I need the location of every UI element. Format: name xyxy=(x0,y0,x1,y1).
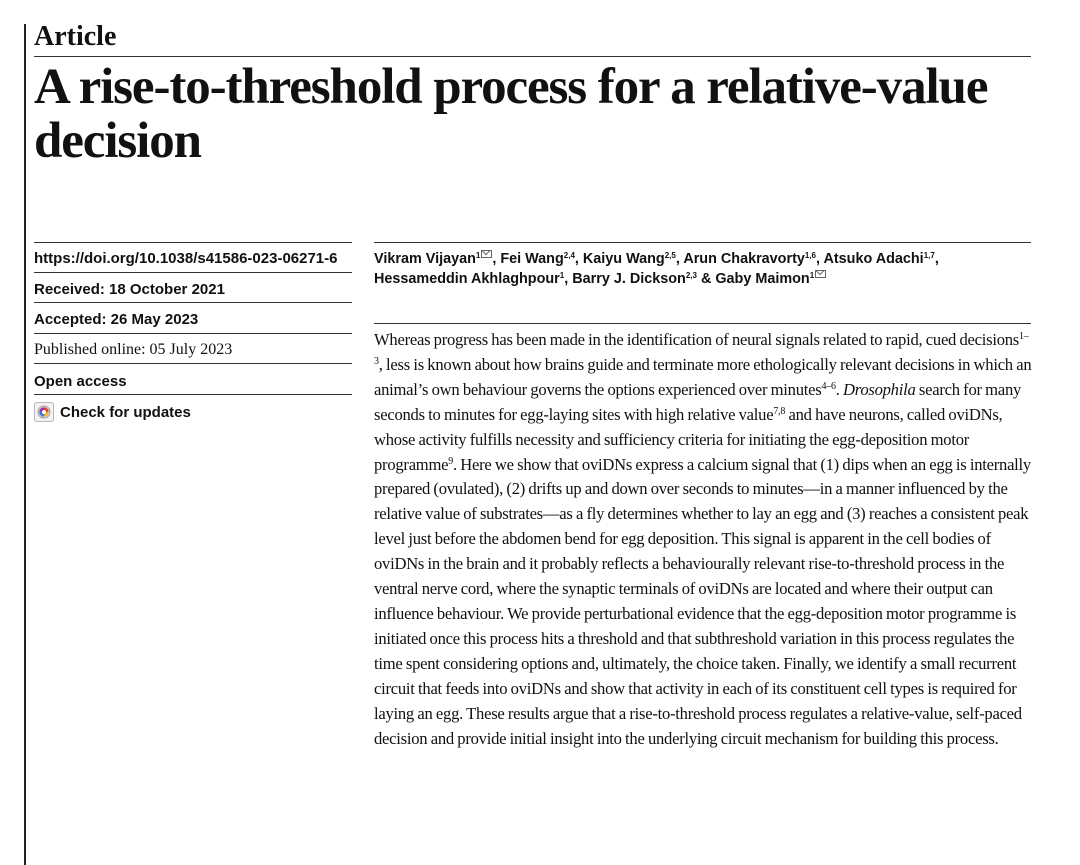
author-list xyxy=(374,249,1024,289)
affiliation-number: 2,3 xyxy=(685,271,697,280)
author-separator: , xyxy=(564,271,573,287)
affiliation-number: 1 xyxy=(559,271,565,280)
authors-divider xyxy=(374,242,1031,243)
species-name: Drosophila xyxy=(843,379,916,399)
citation-ref[interactable]: 1–3 xyxy=(374,331,1029,367)
published-date: Published online: 05 July 2023 xyxy=(34,341,233,358)
author-separator: , xyxy=(492,251,501,267)
affiliation-number: 1,7 xyxy=(923,251,935,260)
accepted-date: Accepted: 26 May 2023 xyxy=(34,311,199,328)
affiliation-number: 1 xyxy=(475,251,481,260)
meta-divider xyxy=(34,363,352,364)
author-name[interactable]: Barry J. Dickson xyxy=(572,271,686,287)
author-name[interactable]: Vikram Vijayan xyxy=(374,251,476,267)
citation-ref[interactable]: 9 xyxy=(448,455,453,467)
header-divider xyxy=(34,56,1031,57)
left-margin-rule xyxy=(24,24,26,865)
check-for-updates-button[interactable] xyxy=(34,402,191,422)
section-label: Article xyxy=(34,21,117,52)
author-separator: , xyxy=(934,251,939,267)
meta-divider xyxy=(34,302,352,303)
meta-divider xyxy=(34,272,352,273)
affiliation-number: 1 xyxy=(809,271,815,280)
author-separator: & xyxy=(696,271,716,287)
article-title: A rise-to-threshold process for a relative-value decision xyxy=(34,59,988,169)
meta-divider xyxy=(34,242,352,243)
check-updates-label: Check for updates xyxy=(60,403,191,421)
author-separator: , xyxy=(816,251,824,267)
email-icon[interactable] xyxy=(481,250,492,258)
author-name[interactable]: Gaby Maimon xyxy=(715,271,810,287)
author-name[interactable]: Arun Chakravorty xyxy=(683,251,805,267)
email-icon[interactable] xyxy=(815,270,826,278)
abstract-divider xyxy=(374,323,1031,324)
citation-ref[interactable]: 4–6 xyxy=(821,380,836,392)
check-updates-icon xyxy=(34,402,54,422)
affiliation-number: 1,6 xyxy=(804,251,816,260)
meta-divider xyxy=(34,333,352,334)
author-name[interactable]: Fei Wang xyxy=(500,251,564,267)
citation-ref[interactable]: 7,8 xyxy=(773,405,786,417)
author-name[interactable]: Atsuko Adachi xyxy=(823,251,924,267)
meta-divider xyxy=(34,394,352,395)
author-separator: , xyxy=(574,251,583,267)
affiliation-number: 2,5 xyxy=(664,251,676,260)
author-separator: , xyxy=(675,251,684,267)
author-name[interactable]: Kaiyu Wang xyxy=(582,251,665,267)
doi-link[interactable]: https://doi.org/10.1038/s41586-023-06271-6 xyxy=(34,250,338,267)
received-date: Received: 18 October 2021 xyxy=(34,281,225,298)
author-name[interactable]: Hessameddin Akhlaghpour xyxy=(374,271,560,287)
affiliation-number: 2,4 xyxy=(563,251,575,260)
open-access-label: Open access xyxy=(34,373,127,390)
abstract-paragraph: Whereas progress has been made in the identification of neural signals related to rapid, cued decisions$^{1-3}$, less is known about how brains guide and terminate more ethologically relevant decisions in which an animal’s own behaviour governs the options experienced over minutes$^{4-6}$. Drosophila search for many seconds to minutes for egg-laying sites with high relative value$^{7,8}$ and have neurons, called oviDNs, whose activity fulfills necessity and sufficiency criteria for initiating the egg-deposition motor programme$^9$. Here we show that oviDNs express a calcium signal that (1) dips when an egg is internally prepared (ovulated), (2) drifts up and down over seconds to minutes—in a manner influenced by the relative value of substrates—as a fly determines whether to lay an egg and (3) reaches a consistent peak level just before the abdomen bend for egg deposition. This signal is apparent in the cell bodies of oviDNs in the brain and it probably reflects a behaviourally relevant rise-to-threshold process in the ventral nerve cord, where the synaptic terminals of oviDNs are located and where their output can influence behaviour. We provide perturbational evidence that the egg-deposition motor programme is initiated once this process hits a threshold and that subthreshold variation in this process regulates the time spent considering options and, ultimately, the choice taken. Finally, we identify a small recurrent circuit that feeds into oviDNs and show that activity in each of its constituent cell types is required for laying an egg. These results argue that a rise-to-threshold process regulates a relative-value, self-paced decision and provide initial insight into the underlying circuit mechanism for building this process. xyxy=(374,330,1032,748)
